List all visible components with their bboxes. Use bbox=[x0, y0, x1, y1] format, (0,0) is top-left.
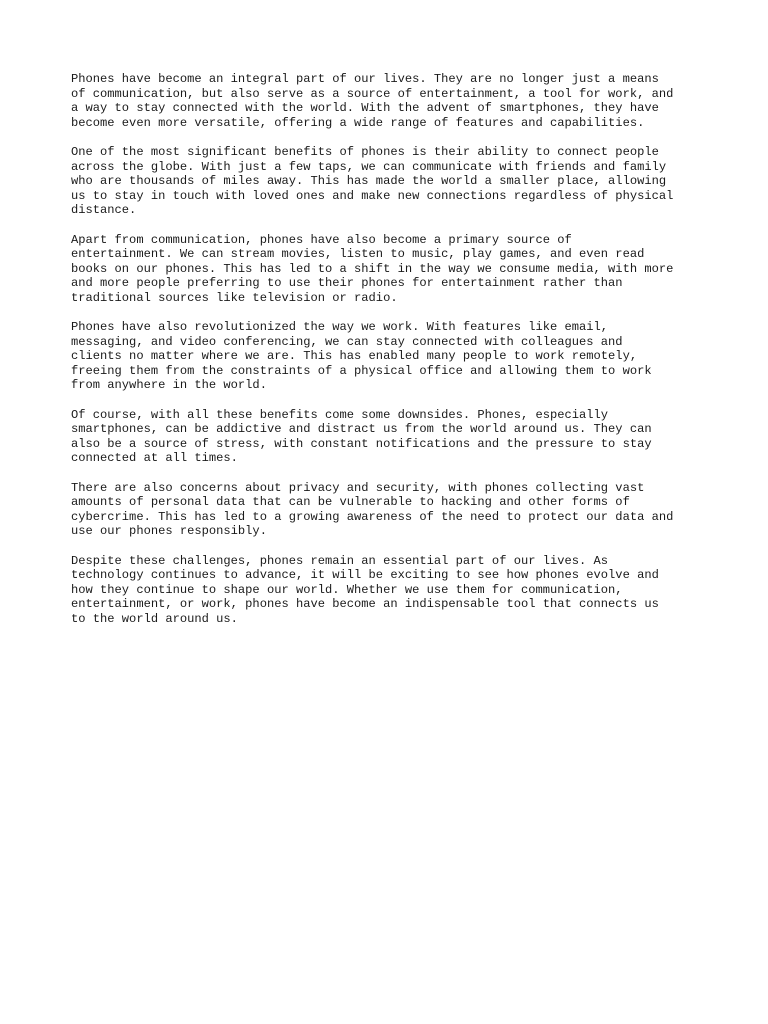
paragraph-work: Phones have also revolutionized the way we work. With features like email, messaging, and video conferencing, we can stay connected with colleagues and clients no matter where we are. This has enabled many people to work remotely, freeing them from the constraints of a physical office and allowing them to work from anywhere in the world. bbox=[71, 320, 652, 393]
paragraph-conclusion: Despite these challenges, phones remain an essential part of our lives. As technology continues to advance, it will be exciting to see how phones evolve and how they continue to shape our world. Whether we use them for communication, entertainment, or work, phones have become an indispensable tool that connects us to the world around us. bbox=[71, 553, 659, 626]
document-body bbox=[71, 72, 711, 641]
paragraph-connectivity: One of the most significant benefits of phones is their ability to connect people across the globe. With just a few taps, we can communicate with friends and family who are thousands of miles away. This has made the world a smaller place, allowing us to stay in touch with loved ones and make new connections regardless of physical distance. bbox=[71, 144, 674, 218]
paragraph-downsides: Of course, with all these benefits come some downsides. Phones, especially smartphones, can be addictive and distract us from the world around us. They can also be a source of stress, with constant notifications and the pressure to stay connected at all times. bbox=[71, 407, 652, 466]
paragraph-intro: Phones have become an integral part of our lives. They are no longer just a means of communication, but also serve as a source of entertainment, a tool for work, and a way to stay connected with the world. With the advent of smartphones, they have become even more versatile, offering a wide range of features and capabilities. bbox=[71, 72, 674, 130]
paragraph-privacy: There are also concerns about privacy and security, with phones collecting vast amounts of personal data that can be vulnerable to hacking and other forms of cybercrime. This has led to a growing awareness of the need to protect our data and use our phones responsibly. bbox=[71, 480, 674, 539]
paragraph-entertainment: Apart from communication, phones have also become a primary source of entertainment. We can stream movies, listen to music, play games, and even read books on our phones. This has led to a shift in the way we consume media, with more and more people preferring to use their phones for entertainment rather than traditional sources like television or radio. bbox=[71, 232, 674, 305]
